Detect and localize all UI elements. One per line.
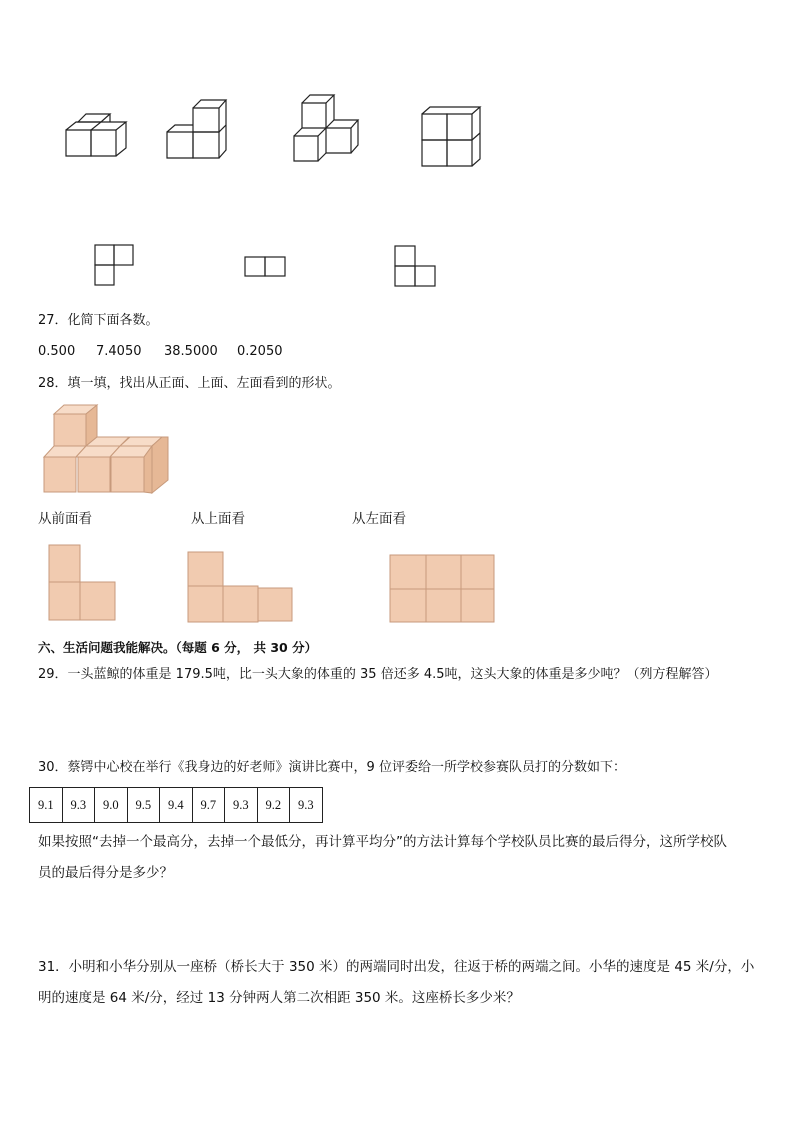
- score-cell: 9.0: [95, 788, 128, 823]
- q28-label-left: 从左面看: [352, 511, 406, 527]
- q30-question-line-1: 如果按照“去掉一个最高分，去掉一个最低分，再计算平均分”的方法计算每个学校队员比赛的最后得分，这所学校队: [38, 834, 727, 850]
- score-cell: 9.2: [257, 788, 290, 823]
- score-cell: 9.7: [192, 788, 225, 823]
- q28-label-front: 从前面看: [38, 511, 92, 527]
- q28-label-top: 从上面看: [191, 511, 245, 527]
- score-cell: 9.3: [62, 788, 95, 823]
- score-cell: 9.1: [30, 788, 63, 823]
- score-cell: 9.5: [127, 788, 160, 823]
- q29-text: 29．一头蓝鲸的体重是 179.5吨，比一头大象的体重的 35 倍还多 4.5吨，这头大象的体重是多少吨？（列方程解答）: [38, 667, 718, 682]
- q27-title: 27．化简下面各数。: [38, 313, 159, 328]
- score-cell: 9.3: [225, 788, 258, 823]
- q27-number-1: 0.500: [38, 344, 76, 359]
- q27-number-3: 38.5000: [164, 344, 218, 359]
- score-cell: 9.4: [160, 788, 193, 823]
- section-6-title: 六、生活问题我能解决。（每题 6 分， 共 30 分）: [38, 640, 318, 655]
- score-cell: 9.3: [290, 788, 323, 823]
- q27-number-2: 7.4050: [96, 344, 142, 359]
- q27-number-4: 0.2050: [237, 344, 283, 359]
- q28-title: 28．填一填，找出从正面、上面、左面看到的形状。: [38, 376, 341, 391]
- q31-line-1: 31．小明和小华分别从一座桥（桥长大于 350 米）的两端同时出发，往返于桥的两端之间。小华的速度是 45 米/分，小: [38, 959, 755, 975]
- q31-line-2: 明的速度是 64 米/分，经过 13 分钟两人第二次相距 350 米。这座桥长多少米？: [38, 990, 520, 1006]
- q30-intro: 30．蔡锷中心校在举行《我身边的好老师》演讲比赛中，9 位评委给一所学校参赛队员打的分数如下：: [38, 760, 626, 775]
- q30-score-table: [29, 787, 323, 823]
- q30-question-line-2: 员的最后得分是多少？: [38, 865, 173, 881]
- table-row: [30, 788, 323, 823]
